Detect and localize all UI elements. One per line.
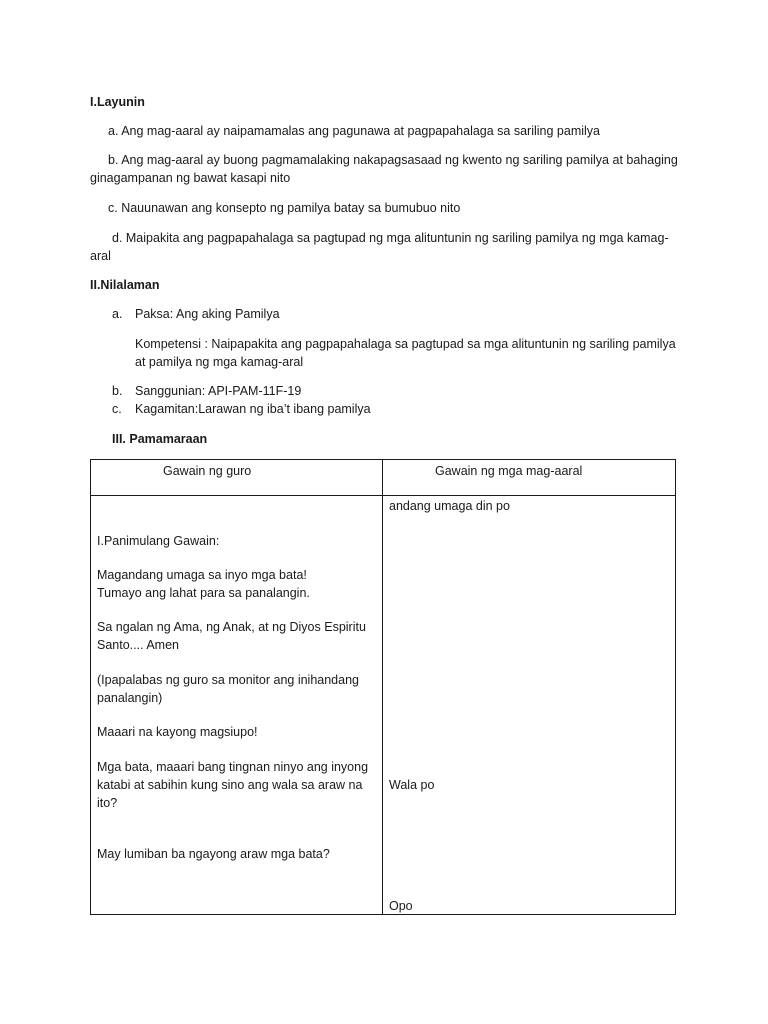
guro-panimula: I.Panimulang Gawain: bbox=[97, 534, 220, 548]
guro-monitor-line1: (Ipapalabas ng guro sa monitor ang inihandang bbox=[97, 673, 359, 687]
content-c-text: Kagamitan:Larawan ng iba’t ibang pamilya bbox=[135, 402, 371, 416]
cell-magaaral-activities bbox=[383, 496, 676, 915]
objective-a: a. Ang mag-aaral ay naipamamalas ang pagunawa at pagpapahalaga sa sariling pamilya bbox=[108, 124, 600, 138]
guro-tingnan-line3: ito? bbox=[97, 796, 118, 810]
objective-b-line2: ginagampanan ng bawat kasapi nito bbox=[90, 171, 291, 185]
objective-d-line2: aral bbox=[90, 249, 111, 263]
cell-guro-activities bbox=[91, 496, 383, 915]
activity-table bbox=[90, 459, 676, 915]
guro-monitor-line2: panalangin) bbox=[97, 691, 163, 705]
magaaral-sagot-bati: andang umaga din po bbox=[389, 499, 510, 513]
content-c-marker: c. bbox=[112, 402, 122, 416]
objective-c: c. Nauunawan ang konsepto ng pamilya batay sa bumubuo nito bbox=[108, 201, 461, 215]
table-header-row bbox=[91, 460, 676, 496]
guro-lumiban: May lumiban ba ngayong araw mga bata? bbox=[97, 847, 330, 861]
guro-tingnan-line1: Mga bata, maaari bang tingnan ninyo ang inyong bbox=[97, 760, 369, 774]
content-a-marker: a. bbox=[112, 307, 123, 321]
section-title-layunin: I.Layunin bbox=[90, 95, 145, 109]
kompetensi-line2: at pamilya ng mga kamag-aral bbox=[135, 355, 304, 369]
content-a-text: Paksa: Ang aking Pamilya bbox=[135, 307, 280, 321]
kompetensi-line1: Kompetensi : Naipapakita ang pagpapahalaga sa pagtupad sa mga alituntunin ng sariling pamilya bbox=[135, 337, 676, 351]
guro-dasal-line1: Sa ngalan ng Ama, ng Anak, at ng Diyos Espiritu bbox=[97, 620, 366, 634]
guro-bati-line2: Tumayo ang lahat para sa panalangin. bbox=[97, 586, 310, 600]
guro-bati-line1: Magandang umaga sa inyo mga bata! bbox=[97, 568, 307, 582]
guro-dasal-line2: Santo.... Amen bbox=[97, 638, 179, 652]
section-title-nilalaman: II.Nilalaman bbox=[90, 278, 160, 292]
header-cell-magaaral bbox=[383, 460, 676, 496]
section-title-pamamaraan: III. Pamamaraan bbox=[112, 432, 208, 446]
header-cell-guro bbox=[91, 460, 383, 496]
magaaral-sagot-opo: Opo bbox=[389, 899, 413, 913]
header-guro-label: Gawain ng guro bbox=[163, 464, 252, 478]
objective-d-line1: d. Maipakita ang pagpapahalaga sa pagtupad ng mga alituntunin ng sariling pamilya ng mga kamag- bbox=[112, 231, 669, 245]
header-magaaral-label: Gawain ng mga mag-aaral bbox=[435, 464, 583, 478]
magaaral-sagot-wala: Wala po bbox=[389, 778, 435, 792]
objective-b-line1: b. Ang mag-aaral ay buong pagmamalaking nakapagsasaad ng kwento ng sariling pamilya at bahaging bbox=[108, 153, 678, 167]
table-row bbox=[91, 496, 676, 915]
guro-upo: Maaari na kayong magsiupo! bbox=[97, 725, 258, 739]
guro-tingnan-line2: katabi at sabihin kung sino ang wala sa araw na bbox=[97, 778, 363, 792]
content-b-marker: b. bbox=[112, 384, 123, 398]
content-b-text: Sanggunian: API-PAM-11F-19 bbox=[135, 384, 302, 398]
